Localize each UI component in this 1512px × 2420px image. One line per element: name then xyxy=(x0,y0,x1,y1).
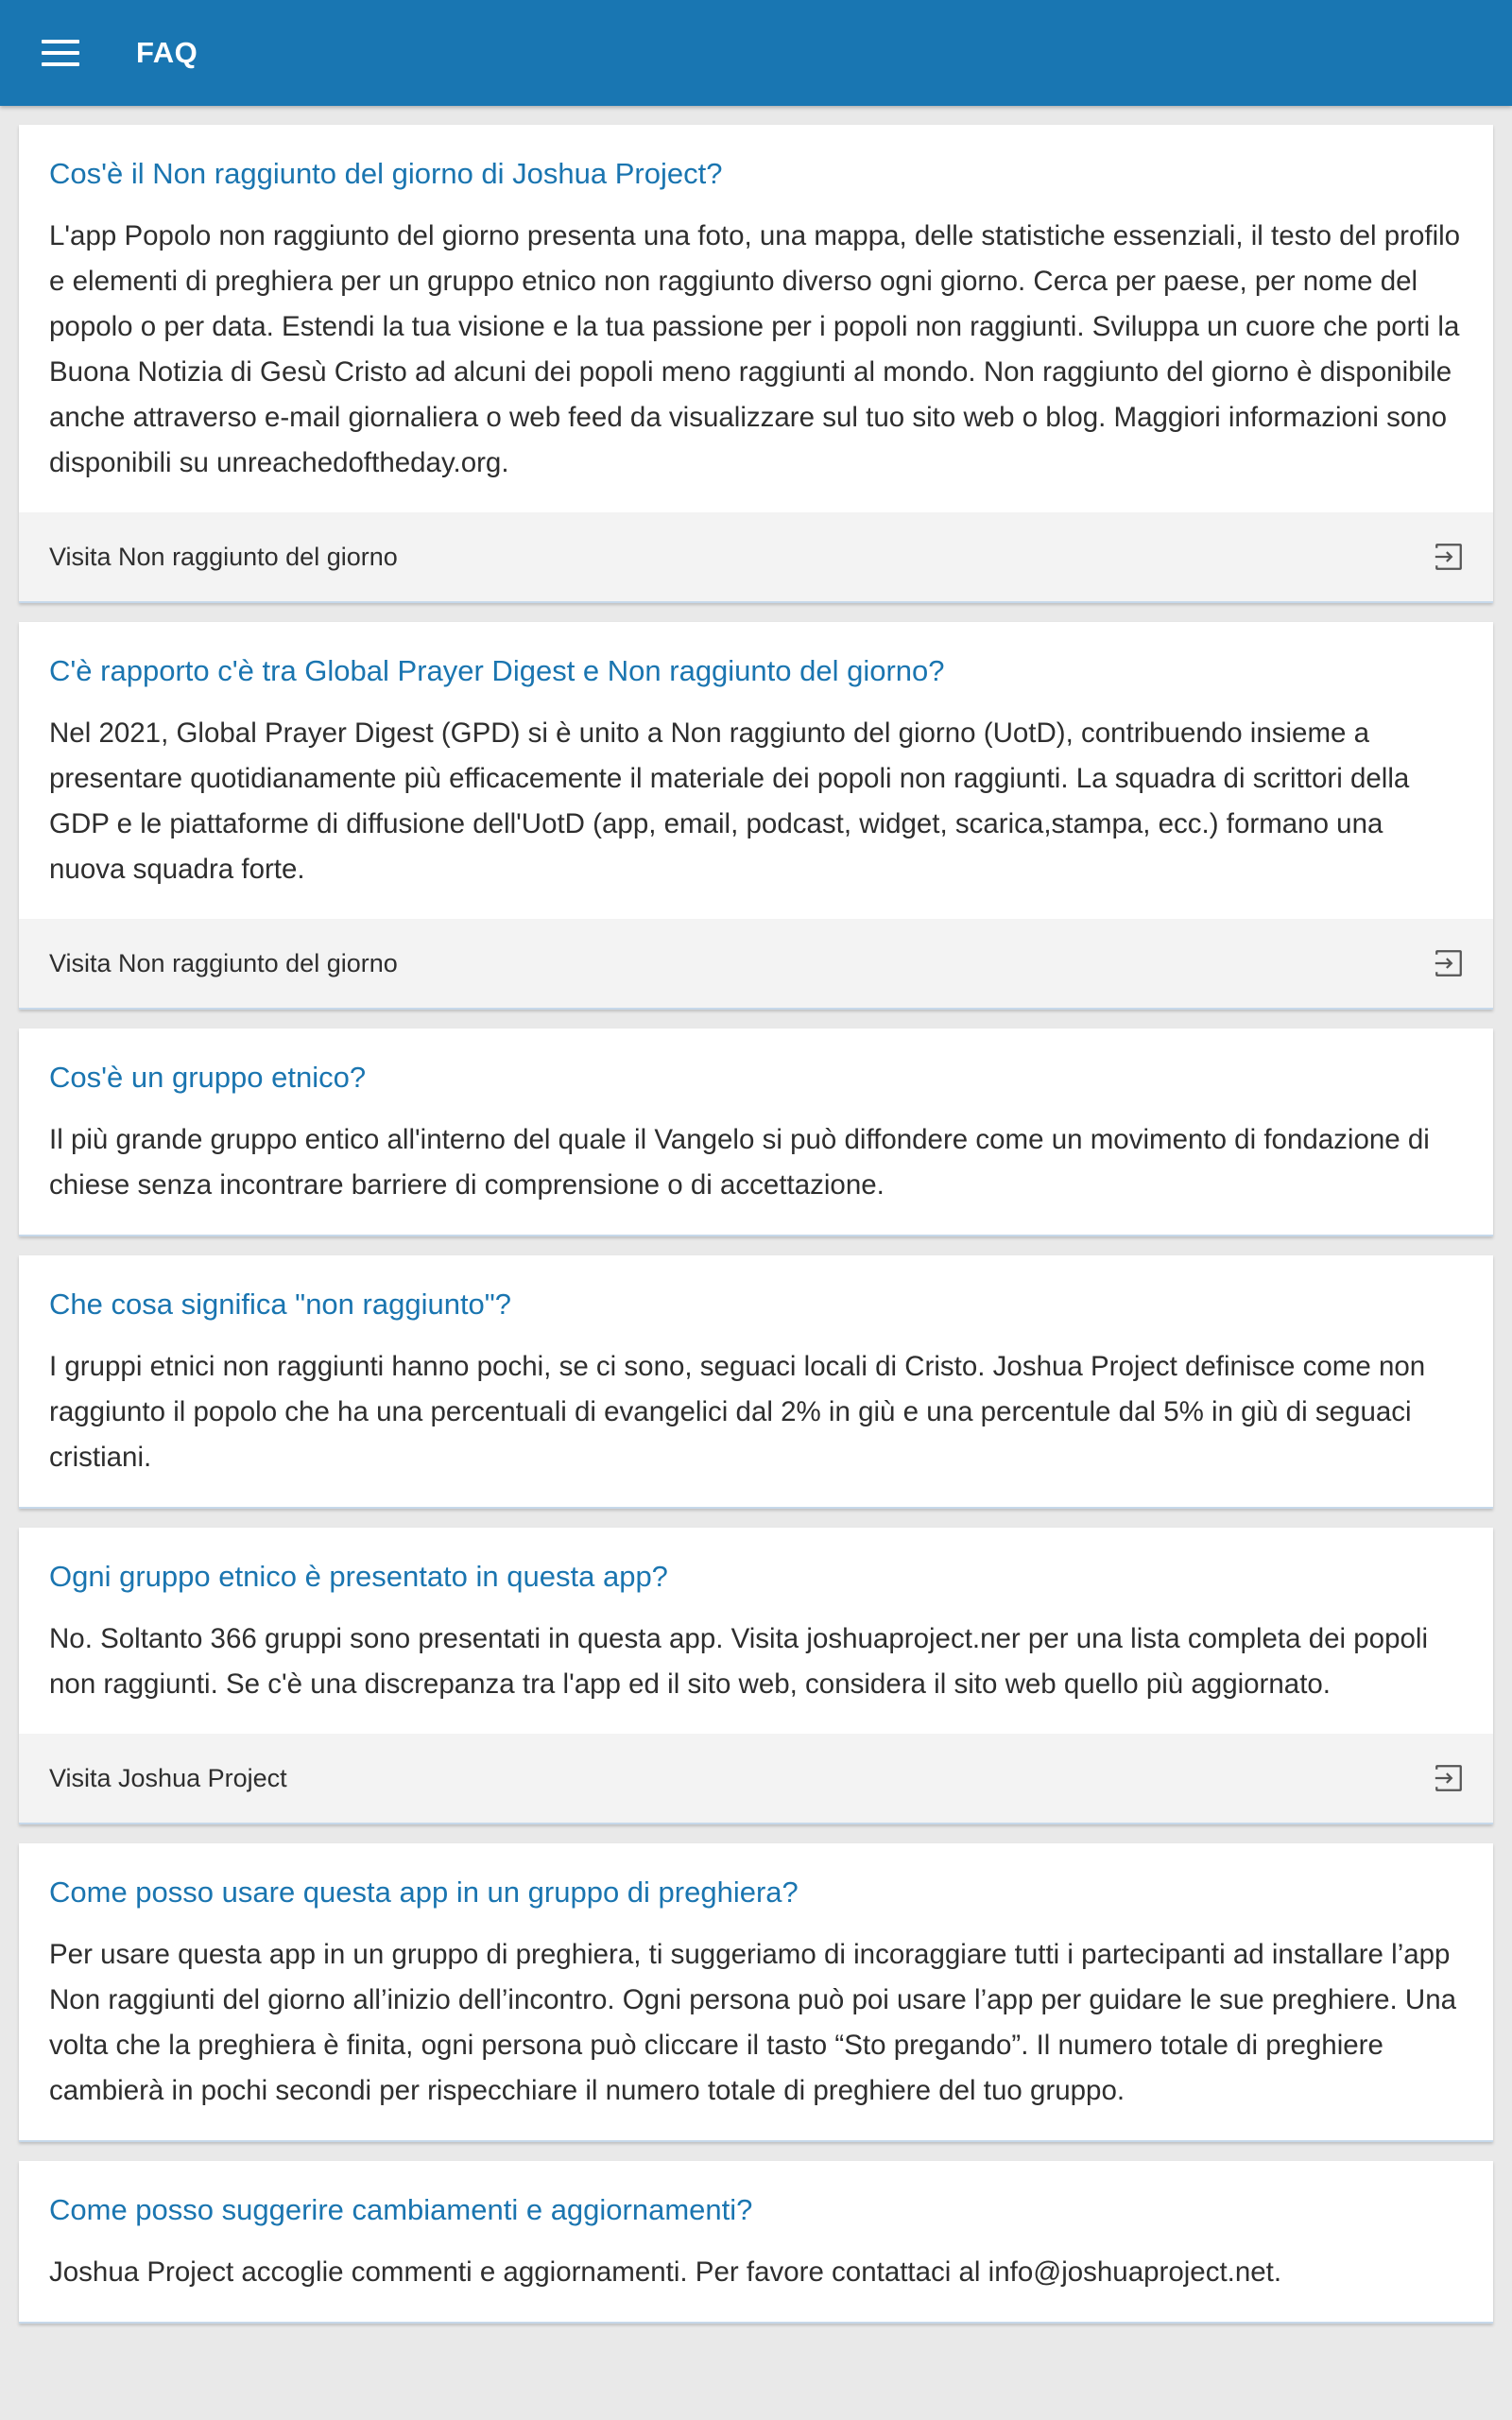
visit-unreached-of-the-day-link[interactable] xyxy=(19,512,1493,601)
faq-card-global-prayer-digest xyxy=(19,622,1493,1010)
faq-question: Come posso usare questa app in un gruppo di preghiera? xyxy=(49,1876,799,1909)
menu-bar-line xyxy=(42,40,79,43)
faq-card-body xyxy=(19,1528,1493,1734)
faq-card-unreached-of-the-day xyxy=(19,125,1493,603)
faq-answer: Joshua Project accoglie commenti e aggiornamenti. Per favore contattaci al info@joshuaproject.net. xyxy=(49,2256,1282,2288)
faq-card-body xyxy=(19,1255,1493,1507)
exit-to-app-icon xyxy=(1433,1762,1465,1794)
exit-to-app-icon xyxy=(1433,541,1465,573)
faq-answer: Il più grande gruppo entico all'interno del quale il Vangelo si può diffondere come un movimento di fondazione di chiese senza incontrare barriere di comprensione o di accettazione. xyxy=(49,1124,1430,1201)
faq-card-prayer-group xyxy=(19,1843,1493,2142)
faq-list xyxy=(19,125,1493,2342)
visit-unreached-of-the-day-link[interactable] xyxy=(19,919,1493,1008)
menu-bar-line xyxy=(42,62,79,66)
menu-bar-line xyxy=(42,51,79,55)
faq-card-body xyxy=(19,622,1493,919)
page-title: FAQ xyxy=(136,36,198,69)
faq-answer: Per usare questa app in un gruppo di preghiera, ti suggeriamo di incoraggiare tutti i partecipanti ad installare l’app Non raggiunti del giorno all’inizio dell’incontro. Ogni persona può poi usare l’app per guidare le sue preghiere. Una volta che la preghiera è finita, ogni persona può cliccare il tasto “Sto pregando”. Il numero totale di preghiere cambierà in pochi secondi per rispecchiare il numero totale di preghiere del tuo gruppo. xyxy=(49,1939,1457,2106)
hamburger-menu-icon[interactable] xyxy=(42,40,79,66)
faq-answer: No. Soltanto 366 gruppi sono presentati in questa app. Visita joshuaproject.ner per una lista completa dei popoli non raggiunti. Se c'è una discrepanza tra l'app ed il sito web, considera il sito web quello più aggiornato. xyxy=(49,1623,1429,1700)
faq-card-suggest-changes xyxy=(19,2161,1493,2324)
faq-card-body xyxy=(19,1843,1493,2140)
faq-question: Ogni gruppo etnico è presentato in questa app? xyxy=(49,1560,668,1593)
faq-link-label: Visita Non raggiunto del giorno xyxy=(49,542,398,571)
faq-answer: I gruppi etnici non raggiunti hanno pochi, se ci sono, seguaci locali di Cristo. Joshua Project definisce come non raggiunto il popolo che ha una percentuali di evangelici dal 2% in giù e una percentule dal 5% in giù di seguaci cristiani. xyxy=(49,1351,1426,1473)
faq-card-every-group xyxy=(19,1528,1493,1824)
faq-card-body xyxy=(19,1028,1493,1235)
faq-link-label: Visita Non raggiunto del giorno xyxy=(49,948,398,977)
faq-card-unreached-meaning xyxy=(19,1255,1493,1509)
faq-card-body xyxy=(19,125,1493,512)
faq-question: Cos'è il Non raggiunto del giorno di Joshua Project? xyxy=(49,157,723,190)
exit-to-app-icon xyxy=(1433,947,1465,979)
faq-question: Cos'è un gruppo etnico? xyxy=(49,1061,367,1094)
faq-card-body xyxy=(19,2161,1493,2322)
faq-link-label: Visita Joshua Project xyxy=(49,1763,287,1792)
faq-question: Come posso suggerire cambiamenti e aggiornamenti? xyxy=(49,2193,753,2226)
faq-card-people-group xyxy=(19,1028,1493,1236)
faq-answer: L'app Popolo non raggiunto del giorno presenta una foto, una mappa, delle statistiche essenziali, il testo del profilo e elementi di preghiera per un gruppo etnico non raggiunto diverso ogni giorno. Cerca per paese, per nome del popolo o per data. Estendi la tua visione e la tua passione per i popoli non raggiunti. Sviluppa un cuore che porti la Buona Notizia di Gesù Cristo ad alcuni dei popoli meno raggiunti al mondo. Non raggiunto del giorno è disponibile anche attraverso e-mail giornaliera o web feed da visualizzare sul tuo sito web o blog. Maggiori informazioni sono disponibili su unreachedoftheday.org. xyxy=(49,220,1461,478)
faq-question: C'è rapporto c'è tra Global Prayer Digest e Non raggiunto del giorno? xyxy=(49,654,945,687)
app-bar xyxy=(0,0,1512,106)
visit-joshua-project-link[interactable] xyxy=(19,1734,1493,1823)
faq-answer: Nel 2021, Global Prayer Digest (GPD) si è unito a Non raggiunto del giorno (UotD), contribuendo insieme a presentare quotidianamente più efficacemente il materiale dei popoli non raggiunti. La squadra di scrittori della GDP e le piattaforme di diffusione dell'UotD (app, email, podcast, widget, scarica,stampa, ecc.) formano una nuova squadra forte. xyxy=(49,717,1410,885)
faq-question: Che cosa significa "non raggiunto"? xyxy=(49,1288,512,1321)
